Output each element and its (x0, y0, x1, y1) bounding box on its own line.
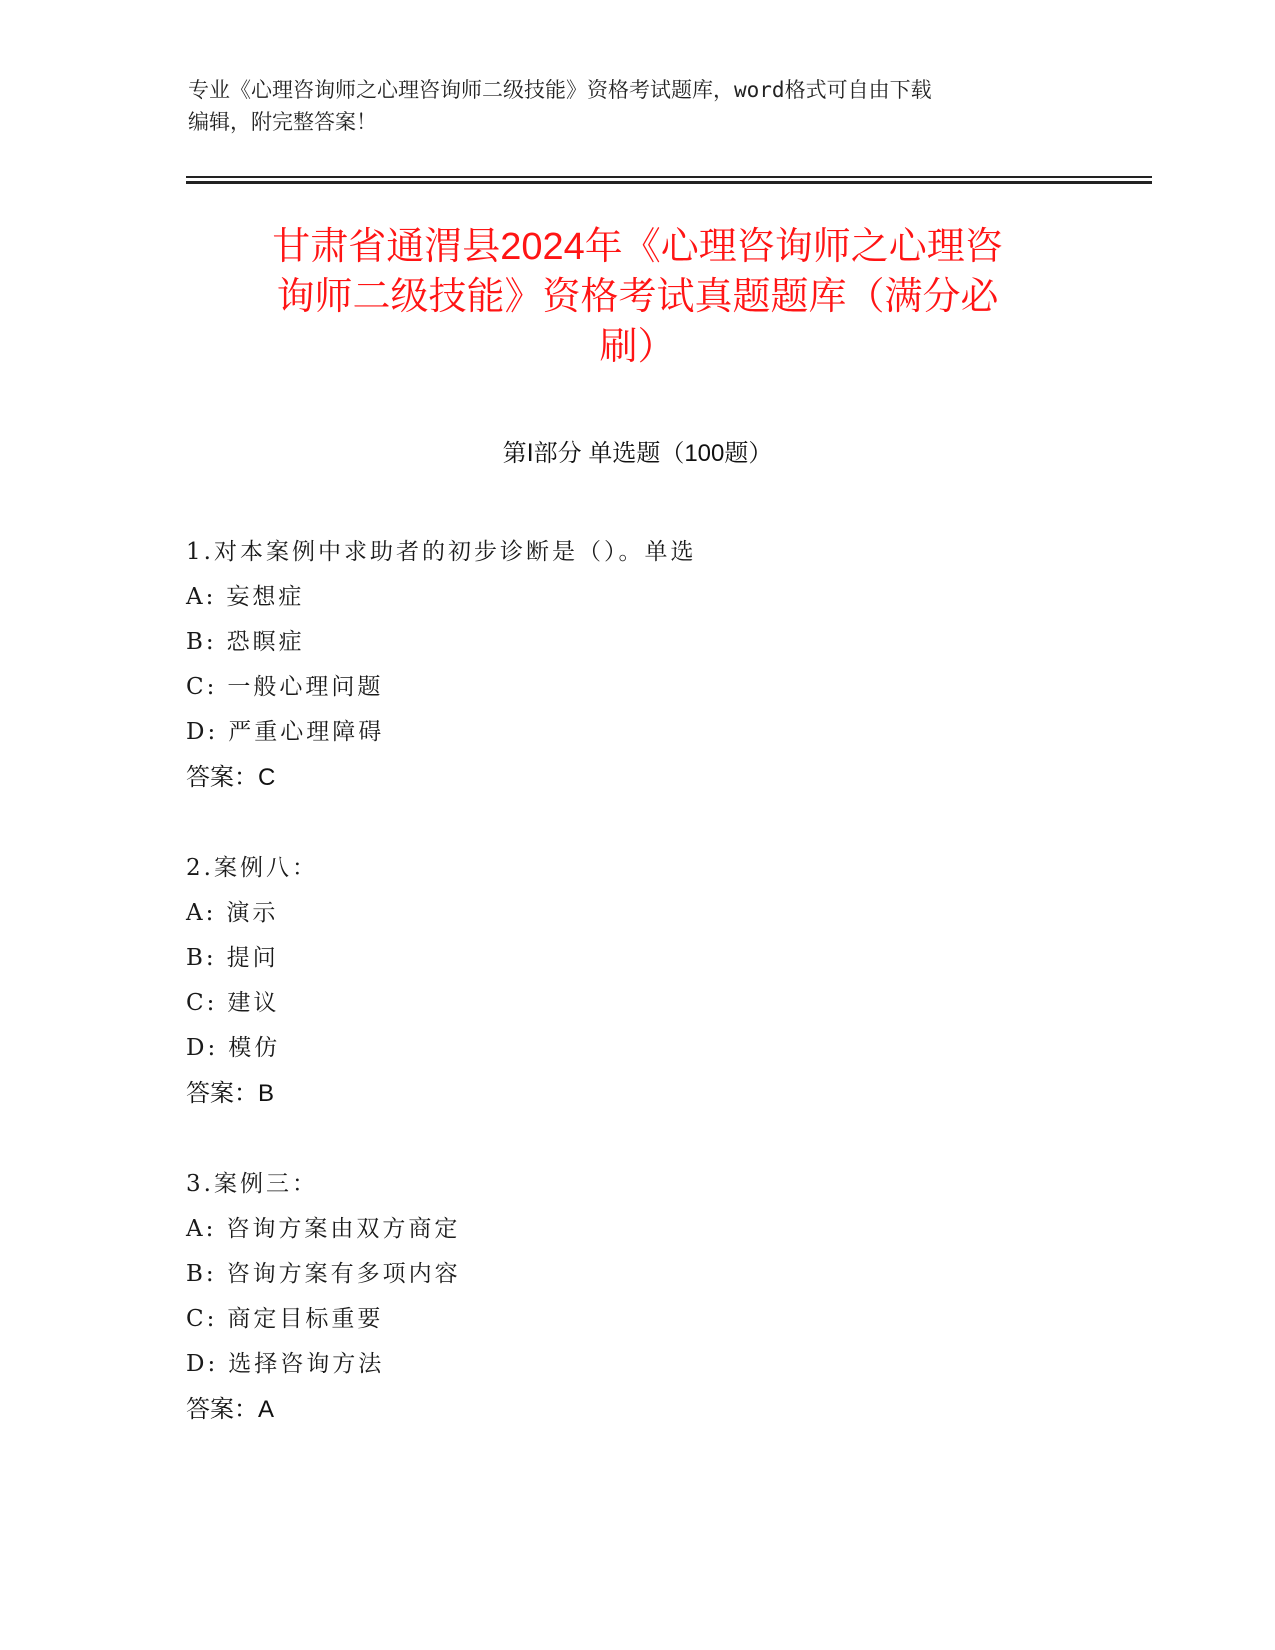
document-header-note (188, 74, 1088, 138)
question-item (186, 846, 1086, 1116)
option-key: A: (186, 900, 217, 926)
answer-line: 答案：C (186, 764, 276, 791)
option-text: 模仿 (228, 1035, 281, 1061)
option-key: C: (186, 1306, 218, 1332)
header-note-line-2: 编辑，附完整答案！ (188, 110, 377, 134)
option-key: D: (186, 1035, 219, 1061)
option-text: 恐瞑症 (226, 629, 305, 655)
title-line-2: 询师二级技能》资格考试真题题库（满分必 (276, 276, 999, 318)
option-key: A: (186, 1216, 217, 1242)
option-text: 妄想症 (226, 584, 305, 610)
section-title: 第Ⅰ部分 单选题（100题） (502, 440, 773, 467)
title-line-3: 刷） (599, 326, 676, 368)
document-title (170, 222, 1105, 372)
option-b (186, 936, 1086, 981)
option-text: 选择咨询方法 (228, 1351, 385, 1377)
option-text: 商定目标重要 (227, 1306, 384, 1332)
option-d (186, 710, 1086, 755)
option-text: 提问 (226, 945, 279, 971)
question-stem: 2.案例八： (186, 855, 318, 881)
option-key: C: (186, 674, 218, 700)
option-key: D: (186, 719, 219, 745)
question-stem: 1.对本案例中求助者的初步诊断是（）。单选 (186, 539, 697, 565)
option-c (186, 665, 1086, 710)
option-key: A: (186, 584, 217, 610)
option-a (186, 575, 1086, 620)
option-d (186, 1026, 1086, 1071)
option-text: 一般心理问题 (227, 674, 384, 700)
header-divider-thin (186, 176, 1152, 178)
header-note-line-1: 专业《心理咨询师之心理咨询师二级技能》资格考试题库，word格式可自由下载 (188, 78, 932, 102)
option-c (186, 1297, 1086, 1342)
option-b (186, 1252, 1086, 1297)
option-text: 咨询方案有多项内容 (226, 1261, 461, 1287)
option-key: C: (186, 990, 218, 1016)
title-line-1: 甘肃省通渭县2024年《心理咨询师之心理咨 (272, 226, 1003, 268)
option-b (186, 620, 1086, 665)
option-key: B: (186, 1261, 217, 1287)
answer-line: 答案：A (186, 1396, 275, 1423)
option-key: B: (186, 629, 217, 655)
option-c (186, 981, 1086, 1026)
option-key: B: (186, 945, 217, 971)
question-stem: 3.案例三： (186, 1171, 318, 1197)
option-a (186, 1207, 1086, 1252)
option-key: D: (186, 1351, 219, 1377)
option-a (186, 891, 1086, 936)
question-item (186, 530, 1086, 800)
option-d (186, 1342, 1086, 1387)
option-text: 建议 (227, 990, 280, 1016)
header-divider-thick (186, 181, 1152, 184)
option-text: 咨询方案由双方商定 (226, 1216, 461, 1242)
option-text: 演示 (226, 900, 279, 926)
question-list (186, 530, 1086, 1478)
option-text: 严重心理障碍 (228, 719, 385, 745)
question-item (186, 1162, 1086, 1432)
answer-line: 答案：B (186, 1080, 275, 1107)
